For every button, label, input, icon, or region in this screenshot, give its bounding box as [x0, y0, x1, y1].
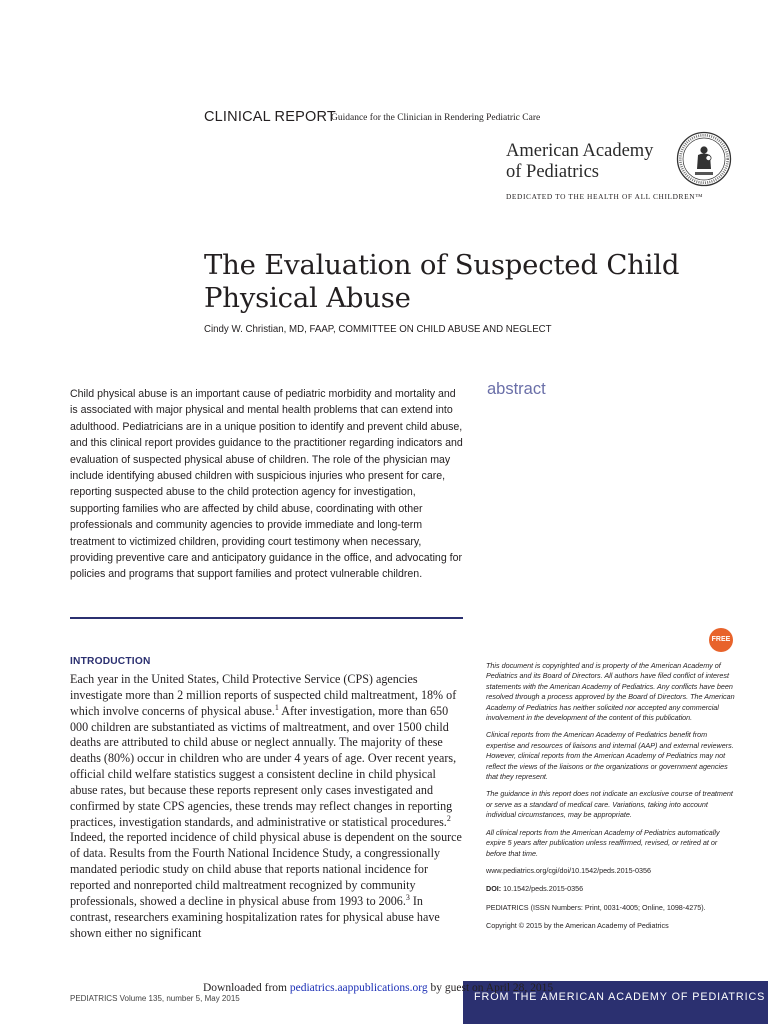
intro-text-part: Indeed, the reported incidence of child physical abuse is dependent on the source of data. Results from the Fourth National Incidence Study, a congressionally mandated periodic study on child abuse that reports national incidence for reported and nonreported child maltreatment recognized by community professionals, showed a decline in physical abuse from 1993 to 2006. [70, 830, 462, 908]
free-access-badge: FREE [709, 628, 733, 652]
article-title-line1: The Evaluation of Suspected Child [204, 249, 680, 281]
introduction-text [70, 672, 464, 941]
org-name [506, 141, 653, 183]
guidance-note: The guidance in this report does not indicate an exclusive course of treatment or serve as a standard of medical care. Variations, taking into account individual circumstances, may be appropriate. [486, 789, 733, 820]
org-tagline: DEDICATED TO THE HEALTH OF ALL CHILDREN™ [506, 192, 703, 201]
introduction-heading: INTRODUCTION [70, 656, 151, 667]
org-name-line2: of Pediatrics [506, 162, 599, 182]
doi-value[interactable]: 10.1542/peds.2015-0356 [501, 884, 584, 894]
org-name-line1: American Academy [506, 141, 654, 161]
reference-marker[interactable]: 2 [446, 813, 451, 823]
doi-label: DOI: [486, 884, 502, 894]
download-notice [203, 982, 553, 994]
issn-line: PEDIATRICS (ISSN Numbers: Print, 0031-4005; Online, 1098-4275). [486, 902, 706, 912]
download-prefix: Downloaded from [203, 982, 290, 994]
sidebar-notes [486, 661, 738, 940]
copyright-note: This document is copyrighted and is property of the American Academy of Pediatrics and its Board of Directors. All authors have filed conflict of interest statements with the American Academy of Pediatrics. Any conflicts have been resolved through a process approved by the Board of Directors. The American Academy of Pediatrics has neither solicited nor accepted any commercial involvement in the development of the content of this publication. [486, 661, 735, 723]
aap-seal-icon [676, 131, 732, 187]
article-url[interactable]: www.pediatrics.org/cgi/doi/10.1542/peds.2015-0356 [486, 865, 652, 875]
abstract-heading: abstract [487, 380, 546, 398]
journal-citation: PEDIATRICS Volume 135, number 5, May 2015 [70, 994, 240, 1003]
clinical-reports-note: Clinical reports from the American Academy of Pediatrics benefit from expertise and resources of liaisons and internal (AAP) and external reviewers. However, clinical reports from the American Academy of Pediatrics may not reflect the views of the liaisons or the organizations or government agencies that they represent. [486, 730, 734, 782]
intro-text-part: After investigation, more than 650 000 children are substantiated as victims of maltreatment, and over 1500 child deaths are attributed to child abuse or neglect annually. The majority of these deaths (80%) occur in children who are under 4 years of age. Over recent years, official child welfare statistics suggest a consistent decline in child physical abuse rates, but because these reports represent only cases investigated and confirmed by state CPS agencies, these trends may reflect changes in reporting practices, investigation standards, and administrative or statistical procedures. [70, 703, 457, 829]
abstract-text: Child physical abuse is an important cause of pediatric morbidity and mortality and is associated with major physical and mental health problems that can extend into adulthood. Pediatricians are in a unique position to identify and prevent child abuse, and this clinical report provides guidance to the practitioner regarding indicators and evaluation of suspected physical abuse of children. The role of the physician may include identifying abused children with suspicious injuries who present for care, reporting suspected abuse to the child protection agency for investigation, supporting families who are affected by child abuse, coordinating with other professionals and community agencies to provide immediate and long-term treatment to victimized children, providing court testimony when necessary, providing preventive care and anticipatory guidance in the office, and advocating for policies and programs that support families and protect vulnerable children. [70, 388, 463, 581]
reference-marker[interactable]: 3 [405, 892, 410, 902]
article-title [204, 249, 724, 315]
author-line: Cindy W. Christian, MD, FAAP, COMMITTEE ON CHILD ABUSE AND NEGLECT [204, 324, 552, 335]
reference-marker[interactable]: 1 [274, 702, 279, 712]
download-suffix: by guest on April 28, 2015 [427, 982, 554, 994]
report-subtitle: Guidance for the Clinician in Rendering Pediatric Care [331, 113, 541, 123]
report-type: CLINICAL REPORT [204, 109, 336, 125]
doi-line [486, 884, 738, 894]
intro-text-part: In contrast, researchers examining hospitalization rates for physical abuse have shown either no significant [70, 893, 440, 940]
expiration-note: All clinical reports from the American Academy of Pediatrics automatically expire 5 years after publication unless reaffirmed, revised, or retired at or before that time. [486, 827, 720, 858]
intro-text-part: Each year in the United States, Child Protective Service (CPS) agencies investigate more than 2 million reports of suspected child maltreatment, 18% of which involve concerns of physical abuse. [70, 672, 457, 718]
article-title-line2: Physical Abuse [204, 282, 411, 314]
download-link[interactable]: pediatrics.aappublications.org [289, 982, 428, 994]
section-divider [70, 617, 463, 619]
copyright-line: Copyright © 2015 by the American Academy of Pediatrics [486, 921, 669, 931]
footer-banner-text: FROM THE AMERICAN ACADEMY OF PEDIATRICS [474, 991, 766, 1003]
